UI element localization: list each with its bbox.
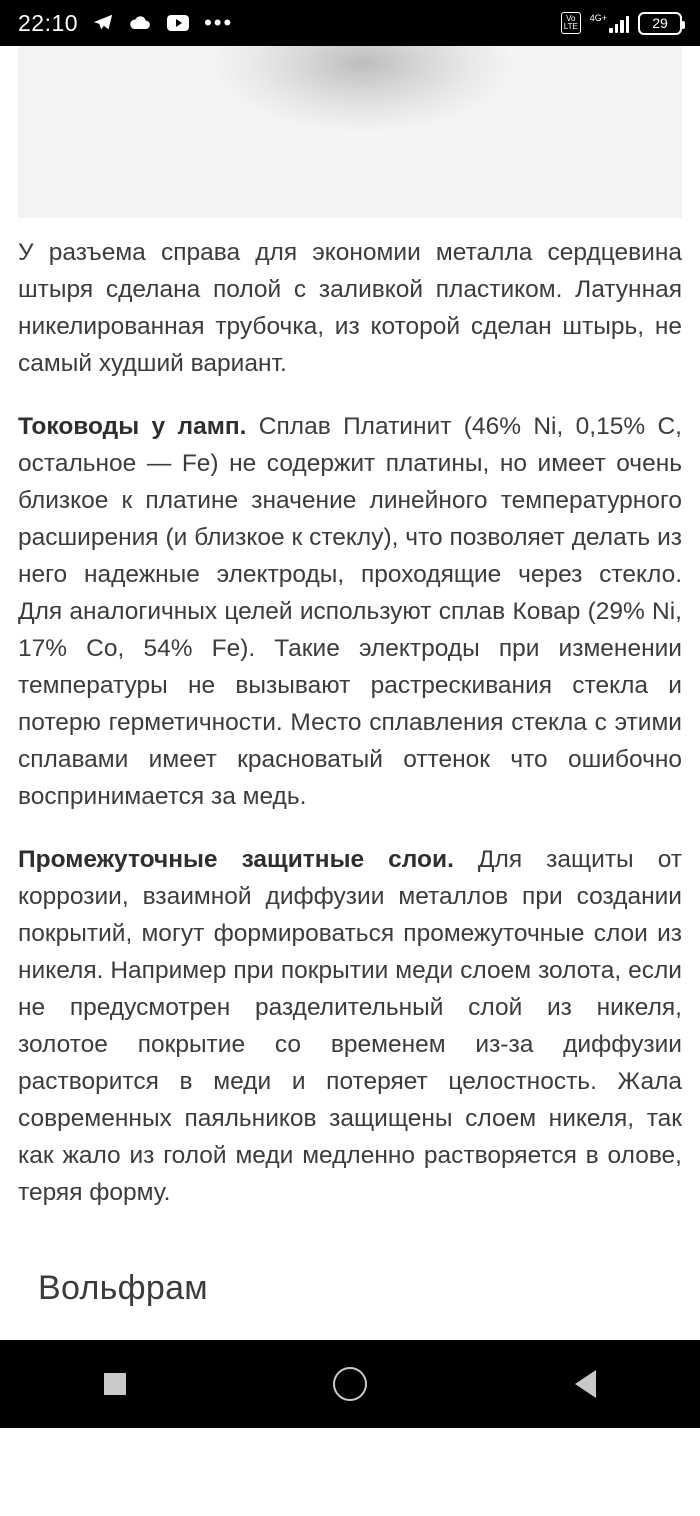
paragraph-1-text: У разъема справа для экономии металла сердцевина штыря сделана полой с заливкой пластиком. Латунная никелированная трубочка, из которой сделан штырь, не самый худший вариант. [18, 239, 682, 377]
paragraph-3-text: Для защиты от коррозии, взаимной диффузии металлов при создании покрытий, могут формироваться промежуточные слои из никеля. Например при покрытии меди слоем золота, если не предусмотрен разделительный слой из никеля, золотое покрытие со временем из-за диффузии растворится в меди и потеряет целостность. Жала современных паяльников защищены слоем никеля, так как жало из голой меди медленно растворяется в олове, теряя форму. [18, 846, 683, 1206]
article-content [0, 234, 700, 1308]
signal-bars-icon [609, 15, 629, 33]
network-type-label: 4G+ [589, 12, 607, 23]
article-photo [18, 46, 682, 218]
recents-square-icon[interactable] [104, 1373, 126, 1395]
battery-percent-label: 29 [652, 15, 668, 31]
section-heading: Вольфрам [38, 1269, 208, 1307]
telegram-icon [92, 12, 114, 34]
status-bar [0, 0, 700, 46]
status-bar-right [561, 12, 682, 35]
paragraph-3-lead: Промежуточные защитные слои. [18, 846, 454, 873]
signal-indicator [590, 14, 629, 33]
volte-icon: Vo LTE [561, 12, 581, 34]
back-triangle-icon[interactable] [575, 1370, 596, 1398]
status-bar-left [18, 10, 233, 37]
article-page [0, 46, 700, 1428]
cloud-icon [128, 14, 152, 32]
paragraph-3 [18, 841, 682, 1211]
overflow-dots-icon: ••• [204, 10, 234, 35]
youtube-icon [166, 14, 190, 32]
paragraph-2 [18, 408, 682, 815]
android-nav-bar [0, 1340, 700, 1428]
home-circle-icon[interactable] [333, 1367, 367, 1401]
paragraph-2-text: Сплав Платинит (46% Ni, 0,15% C, остальное — Fe) не содержит платины, но имеет очень близкое к платине значение линейного температурного расширения (и близкое к стеклу), что позволяет делать из него надежные электроды, проходящие через стекло. Для аналогичных целей используют сплав Ковар (29% Ni, 17% Co, 54% Fe). Такие электроды при изменении температуры не вызывают растрескивания стекла и потерю герметичности. Место сплавления стекла с этими сплавами имеет красноватый оттенок что ошибочно воспринимается за медь. [18, 413, 682, 810]
paragraph-2-lead: Тоководы у ламп. [18, 413, 247, 440]
battery-indicator [638, 12, 682, 35]
status-clock: 22:10 [18, 9, 79, 36]
paragraph-1 [18, 234, 682, 382]
